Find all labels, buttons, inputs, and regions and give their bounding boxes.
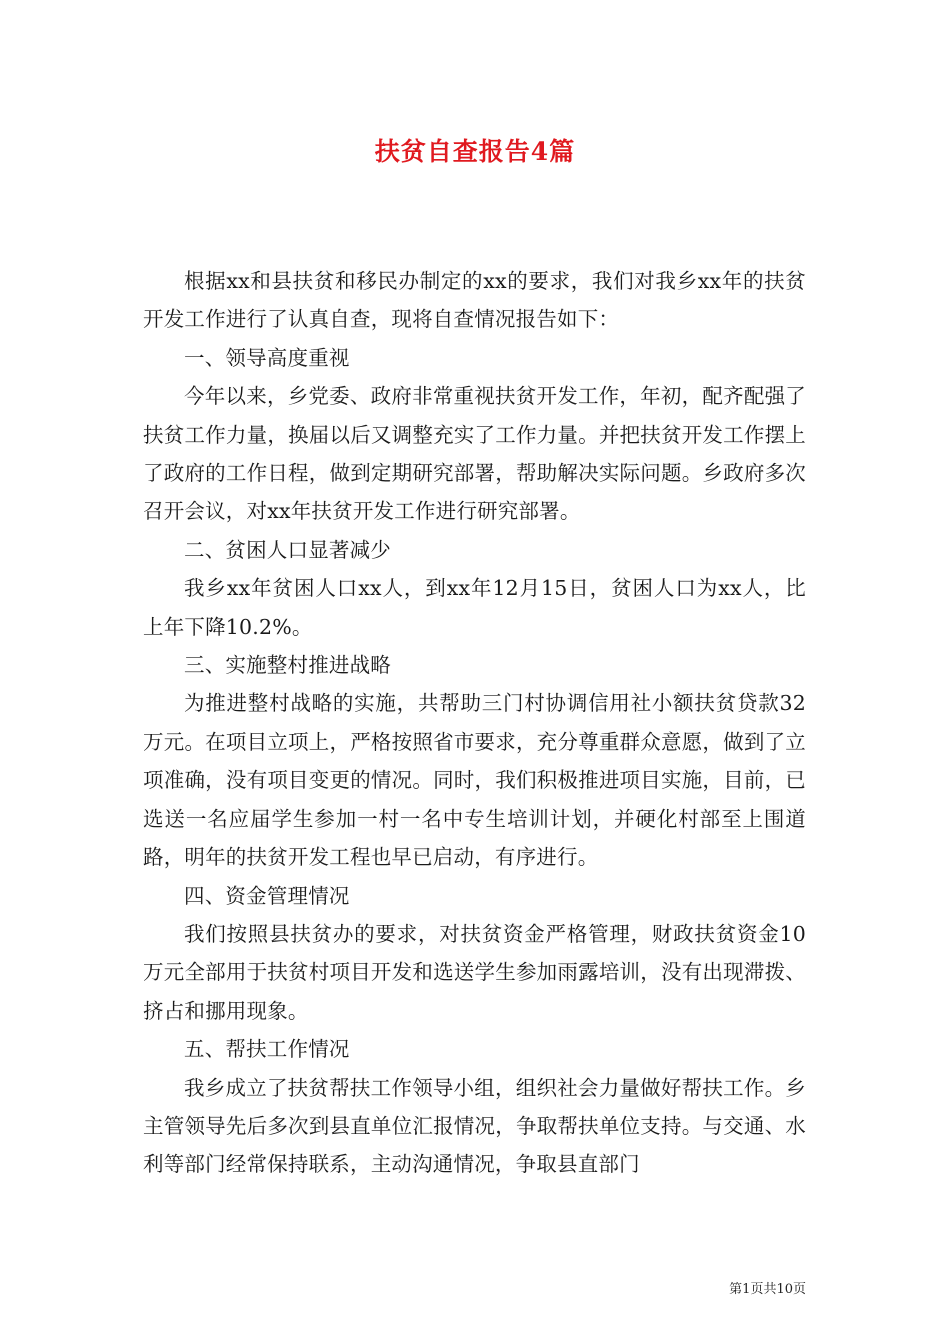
paragraph-section-4: 我们按照县扶贫办的要求，对扶贫资金严格管理，财政扶贫资金10万元全部用于扶贫村项目开发和选送学生参加雨露培训，没有出现滞拨、挤占和挪用现象。 <box>143 921 806 1023</box>
section-heading-1: 一、领导高度重视 <box>184 345 350 370</box>
paragraph-section-2: 我乡xx年贫困人口xx人，到xx年12月15日，贫困人口为xx人，比上年下降10.2%。 <box>143 576 806 639</box>
section-heading-4: 四、资金管理情况 <box>184 883 350 908</box>
section-heading-2: 二、贫困人口显著减少 <box>184 537 391 562</box>
paragraph-section-3: 为推进整村战略的实施，共帮助三门村协调信用社小额扶贫贷款32万元。在项目立项上，严格按照省市要求，充分尊重群众意愿，做到了立项准确，没有项目变更的情况。同时，我们积极推进项目实施，目前，已选送一名应届学生参加一村一名中专生培训计划，并硬化村部至上围道路，明年的扶贫开发工程也早已启动，有序进行。 <box>143 691 806 870</box>
document-title: 扶贫自查报告4篇 <box>374 137 576 166</box>
section-heading-3: 三、实施整村推进战略 <box>184 653 391 678</box>
paragraph-section-1: 今年以来，乡党委、政府非常重视扶贫开发工作，年初，配齐配强了扶贫工作力量，换届以后又调整充实了工作力量。并把扶贫开发工作摆上了政府的工作日程，做到定期研究部署，帮助解决实际问题。乡政府多次召开会议，对xx年扶贫开发工作进行研究部署。 <box>143 384 806 524</box>
paragraph-intro: 根据xx和县扶贫和移民办制定的xx的要求，我们对我乡xx年的扶贫开发工作进行了认真自查，现将自查情况报告如下： <box>143 269 806 332</box>
page-number-footer: 第1页共10页 <box>729 1282 806 1297</box>
section-heading-5: 五、帮扶工作情况 <box>184 1037 350 1062</box>
paragraph-section-5: 我乡成立了扶贫帮扶工作领导小组，组织社会力量做好帮扶工作。乡主管领导先后多次到县直单位汇报情况，争取帮扶单位支持。与交通、水利等部门经常保持联系，主动沟通情况，争取县直部门 <box>143 1075 806 1177</box>
document-body <box>143 262 806 1184</box>
